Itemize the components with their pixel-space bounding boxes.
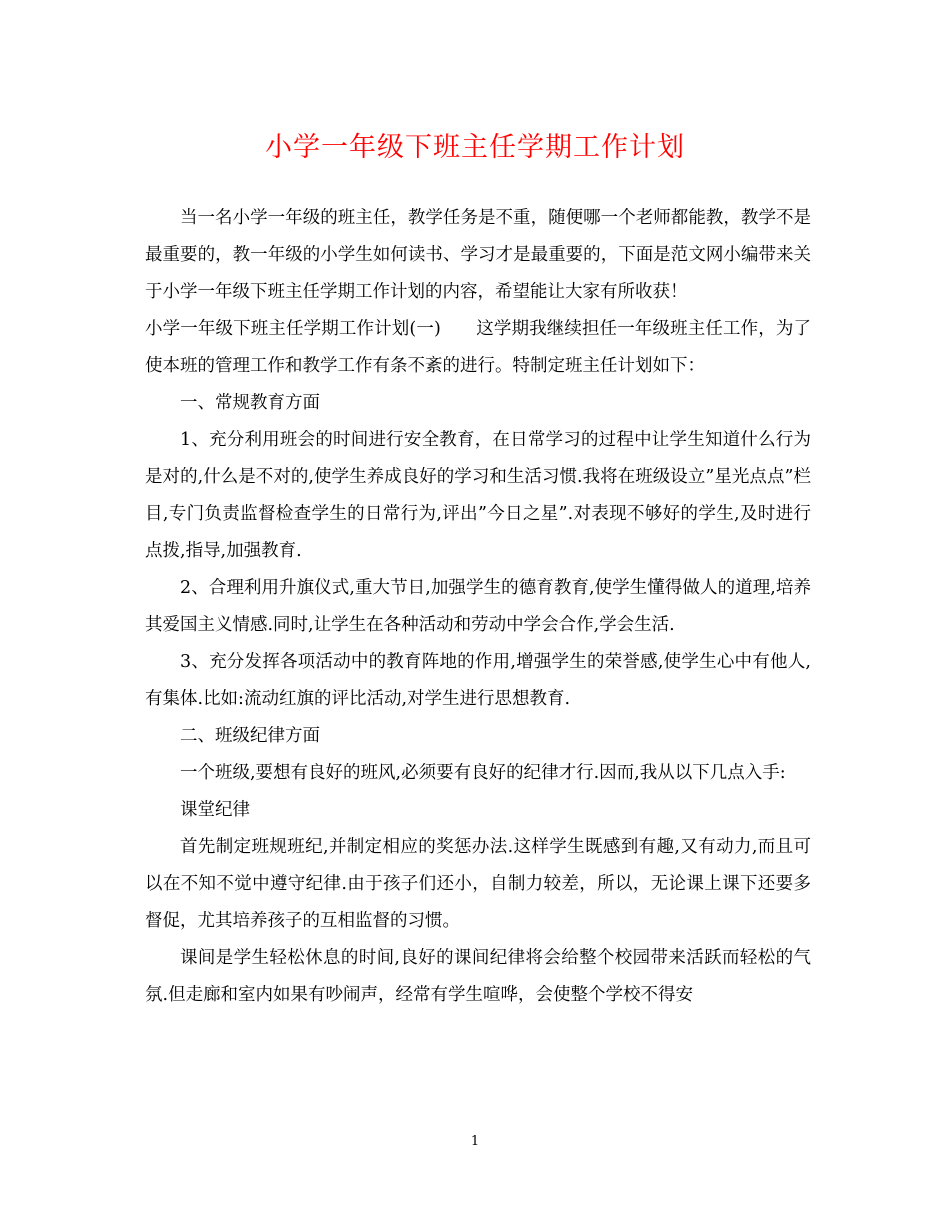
paragraph-recess: 课间是学生轻松休息的时间,良好的课间纪律将会给整个校园带来活跃而轻松的气氛.但走廊和室内如果有吵闹声，经常有学生喧哗，会使整个学校不得安 xyxy=(145,948,811,1005)
paragraph-classroom: 首先制定班规班纪,并制定相应的奖惩办法.这样学生既感到有趣,又有动力,而且可以在不知不觉中遵守纪律.由于孩子们还小，自制力较差，所以，无论课上课下还要多督促，尤其培养孩子的互相监督的习惯。 xyxy=(145,837,811,931)
paragraph-intro: 当一名小学一年级的班主任，教学任务是不重，随便哪一个老师都能教，教学不是最重要的，教一年级的小学生如何读书、学习才是最重要的，下面是范文网小编带来关于小学一年级下班主任学期工作计划的内容，希望能让大家有所收获！ xyxy=(145,208,811,302)
section-heading-discipline: 二、班级纪律方面 xyxy=(180,726,320,746)
paragraph-item-1: 1、充分利用班会的时间进行安全教育，在日常学习的过程中让学生知道什么行为是对的,什么是不对的,使学生养成良好的学习和生活习惯.我将在班级设立”星光点点”栏目,专门负责监督检查学生的日常行为,评出”今日之星”.对表现不够好的学生,及时进行点拨,指导,加强教育. xyxy=(145,430,811,561)
paragraph-item-2: 2、合理利用升旗仪式,重大节日,加强学生的德育教育,使学生懂得做人的道理,培养其爱国主义情感.同时,让学生在各种活动和劳动中学会合作,学会生活. xyxy=(145,578,811,635)
paragraph-plan-heading: 小学一年级下班主任学期工作计划(一) 这学期我继续担任一年级班主任工作，为了使本班的管理工作和教学工作有条不紊的进行。特制定班主任计划如下： xyxy=(145,319,811,376)
subheading-classroom: 课堂纪律 xyxy=(180,800,250,820)
document-title: 小学一年级下班主任学期工作计划 xyxy=(265,132,685,163)
document-body xyxy=(145,200,811,1014)
section-heading-routine: 一、常规教育方面 xyxy=(180,393,320,413)
paragraph-discipline-intro: 一个班级,要想有良好的班风,必须要有良好的纪律才行.因而,我从以下几点入手: xyxy=(180,763,786,783)
paragraph-item-3: 3、充分发挥各项活动中的教育阵地的作用,增强学生的荣誉感,使学生心中有他人,有集体.比如:流动红旗的评比活动,对学生进行思想教育. xyxy=(145,652,811,709)
page-number: 1 xyxy=(470,1134,480,1149)
